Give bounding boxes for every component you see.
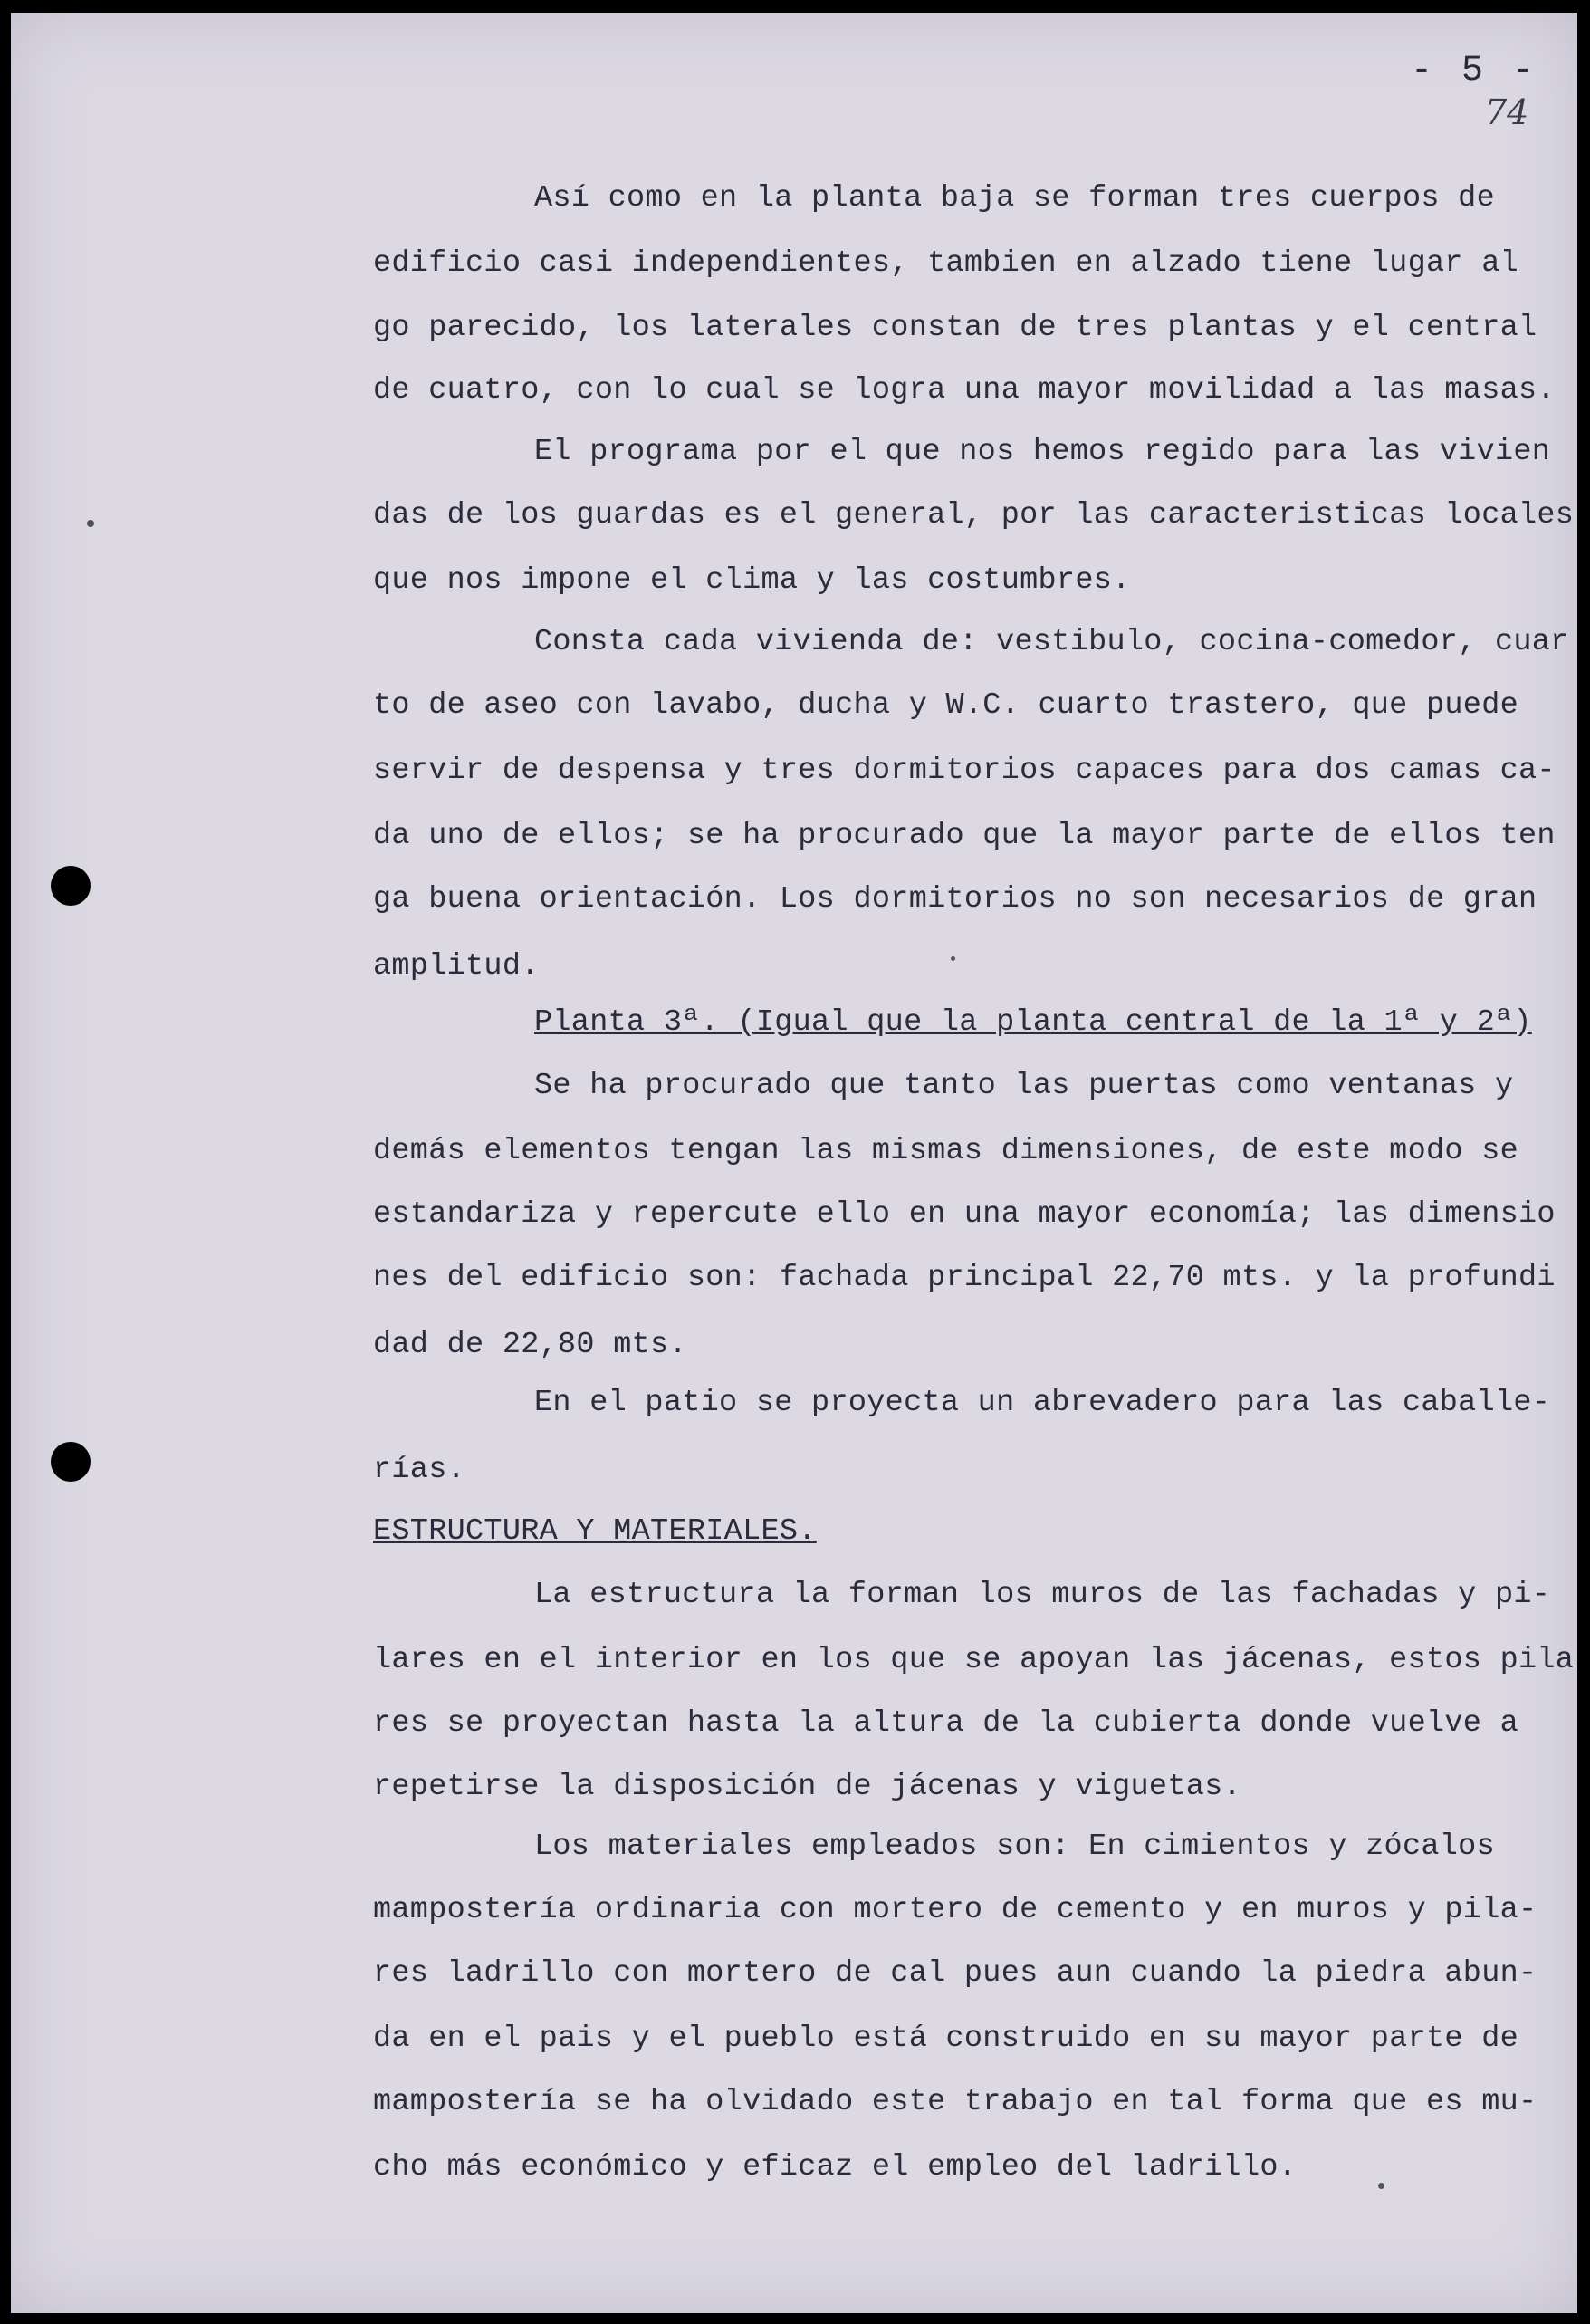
subsection-heading: Planta 3ª. (Igual que la planta central de la 1ª y 2ª) xyxy=(534,1005,1532,1040)
handwritten-folio-number: 74 xyxy=(1485,92,1529,132)
text-line: da uno de ellos; se ha procurado que la mayor parte de ellos ten xyxy=(373,819,1556,853)
text-line: estandariza y repercute ello en una mayor economía; las dimensio xyxy=(373,1197,1556,1232)
text-line: da en el pais y el pueblo está construido en su mayor parte de xyxy=(373,2021,1519,2056)
text-line: ga buena orientación. Los dormitorios no son necesarios de gran xyxy=(373,882,1537,917)
text-line: nes del edificio son: fachada principal 22,70 mts. y la profundi xyxy=(373,1261,1556,1295)
ink-speck xyxy=(1378,2183,1384,2189)
section-heading: ESTRUCTURA Y MATERIALES. xyxy=(373,1514,817,1549)
text-line: mampostería ordinaria con mortero de cemento y en muros y pila- xyxy=(373,1893,1537,1927)
text-line: Así como en la planta baja se forman tres cuerpos de xyxy=(534,181,1495,216)
text-line: go parecido, los laterales constan de tres plantas y el central xyxy=(373,311,1537,345)
ink-speck xyxy=(951,956,955,961)
text-line: Los materiales empleados son: En cimientos y zócalos xyxy=(534,1829,1495,1864)
text-line: de cuatro, con lo cual se logra una mayor movilidad a las masas. xyxy=(373,373,1556,408)
text-line: mampostería se ha olvidado este trabajo en tal forma que es mu- xyxy=(373,2085,1537,2119)
text-line: res se proyectan hasta la altura de la cubierta donde vuelve a xyxy=(373,1706,1519,1741)
text-line: cho más económico y eficaz el empleo del ladrillo. xyxy=(373,2150,1298,2185)
text-line: rías. xyxy=(373,1453,466,1487)
page-number: - 5 - xyxy=(1411,51,1538,91)
binder-hole xyxy=(51,1442,91,1482)
text-line: que nos impone el clima y las costumbres. xyxy=(373,563,1131,598)
text-line: El programa por el que nos hemos regido para las vivien xyxy=(534,435,1551,469)
text-line: En el patio se proyecta un abrevadero para las caballe- xyxy=(534,1386,1551,1420)
text-line: La estructura la forman los muros de las fachadas y pi- xyxy=(534,1578,1551,1612)
text-line: servir de despensa y tres dormitorios capaces para dos camas ca- xyxy=(373,754,1556,788)
text-line: lares en el interior en los que se apoyan las jácenas, estos pila xyxy=(373,1643,1575,1677)
text-line: dad de 22,80 mts. xyxy=(373,1328,687,1362)
text-line: res ladrillo con mortero de cal pues aun cuando la piedra abun- xyxy=(373,1956,1537,1991)
ink-speck xyxy=(87,520,94,527)
text-line: repetirse la disposición de jácenas y viguetas. xyxy=(373,1770,1241,1804)
text-line: to de aseo con lavabo, ducha y W.C. cuarto trastero, que puede xyxy=(373,688,1519,723)
text-line: Se ha procurado que tanto las puertas como ventanas y xyxy=(534,1069,1514,1103)
text-line: das de los guardas es el general, por las caracteristicas locales xyxy=(373,498,1575,533)
text-line: edificio casi independientes, tambien en alzado tiene lugar al xyxy=(373,246,1519,281)
text-line: Consta cada vivienda de: vestibulo, cocina-comedor, cuar xyxy=(534,625,1569,659)
text-line: amplitud. xyxy=(373,949,540,984)
text-line: demás elementos tengan las mismas dimensiones, de este modo se xyxy=(373,1134,1519,1168)
binder-hole xyxy=(51,866,91,906)
